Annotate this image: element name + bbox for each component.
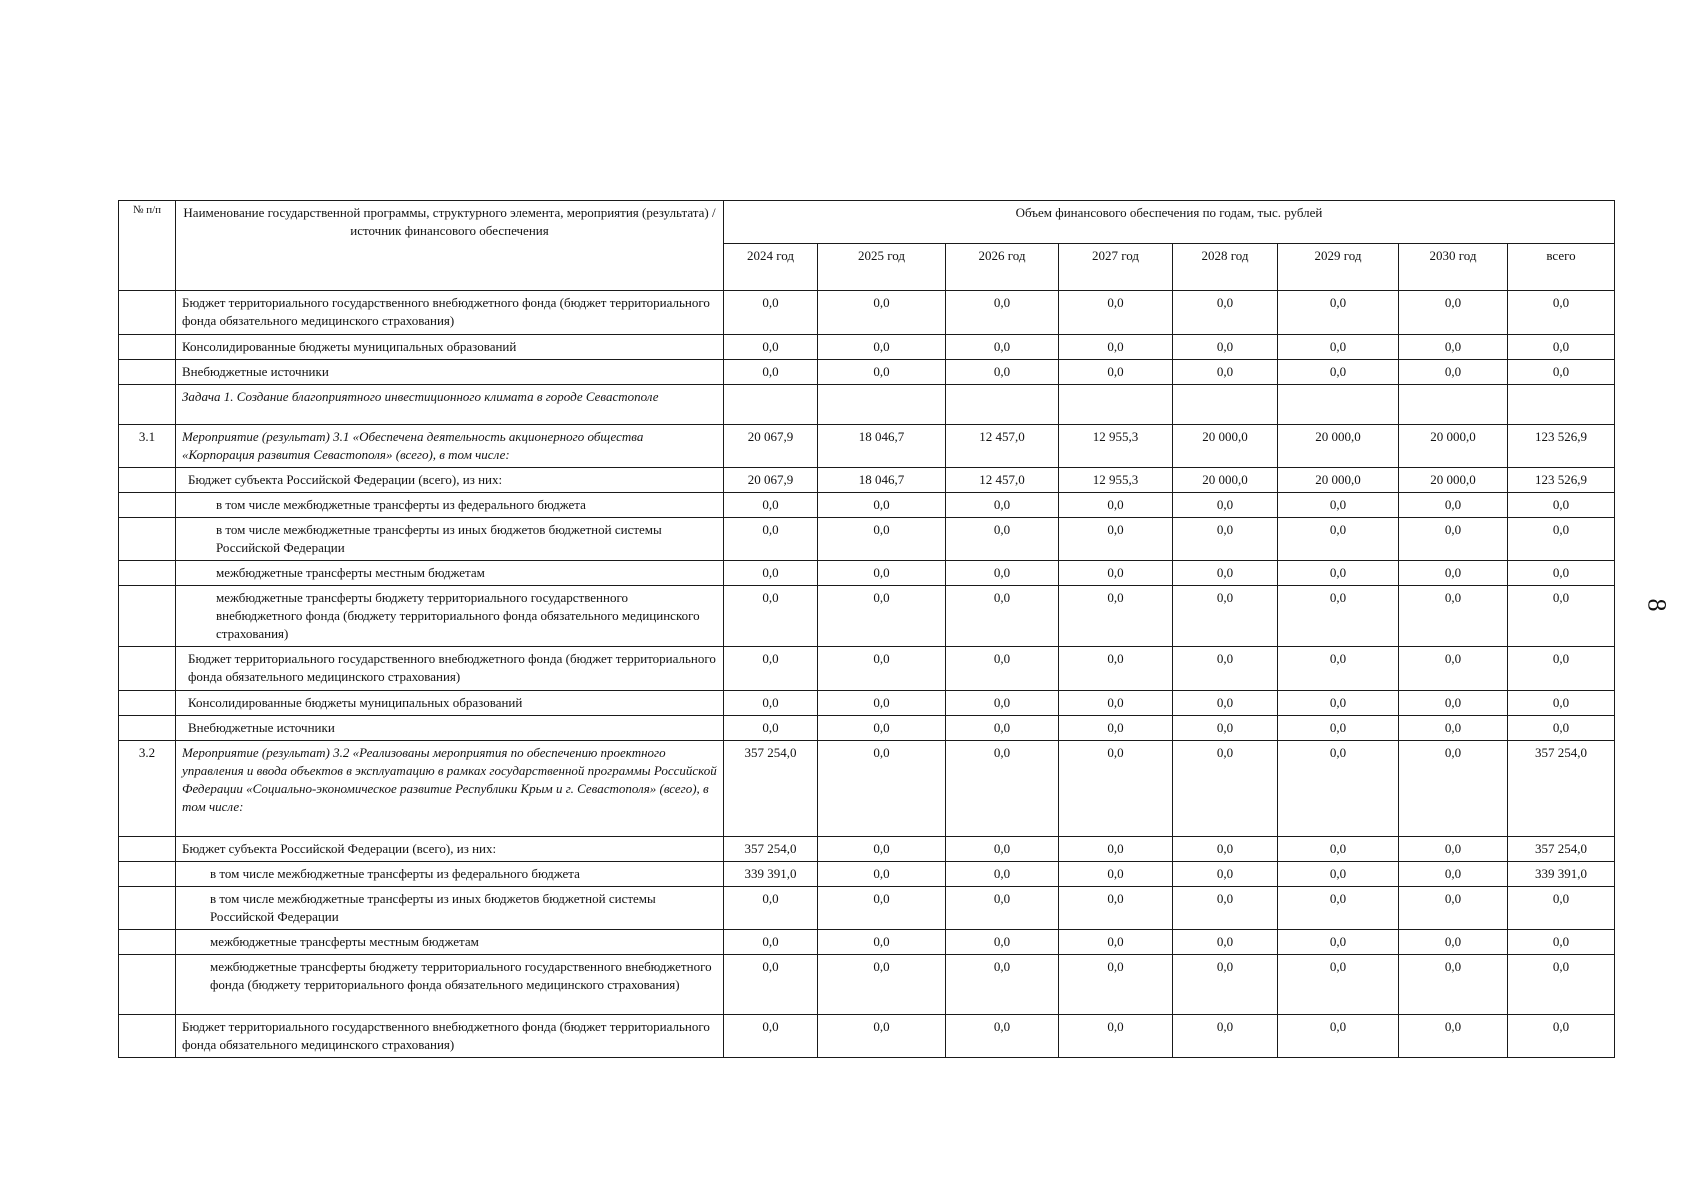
table-row <box>119 586 1615 647</box>
value-cell: 0,0 <box>1173 291 1278 335</box>
value-cell: 0,0 <box>1278 741 1399 837</box>
value-cell: 0,0 <box>946 1015 1059 1058</box>
row-name-cell: Мероприятие (результат) 3.2 «Реализованы мероприятия по обеспечению проектного управления и ввода объектов в эксплуатацию в рамках государственной программы Российской Федерации «Социально-экономическое развитие Республики Крым и г. Севастополя» (всего), в том числе: <box>176 741 724 837</box>
value-cell: 0,0 <box>724 360 818 385</box>
row-number-cell <box>119 930 176 955</box>
col-name-header: Наименование государственной программы, структурного элемента, мероприятия (результата) / источник финансового обеспечения <box>176 201 724 291</box>
value-cell: 20 067,9 <box>724 468 818 493</box>
value-cell: 0,0 <box>1173 930 1278 955</box>
row-number-cell <box>119 335 176 360</box>
total-value-cell: 0,0 <box>1508 493 1615 518</box>
total-value-cell: 0,0 <box>1508 335 1615 360</box>
value-cell: 0,0 <box>946 887 1059 930</box>
value-cell: 0,0 <box>818 647 946 691</box>
value-cell: 0,0 <box>1173 493 1278 518</box>
value-cell: 20 000,0 <box>1278 425 1399 468</box>
total-value-cell: 123 526,9 <box>1508 468 1615 493</box>
value-cell: 0,0 <box>818 955 946 1015</box>
row-number-cell <box>119 837 176 862</box>
table-row <box>119 561 1615 586</box>
value-cell: 0,0 <box>1059 862 1173 887</box>
row-name-cell: Консолидированные бюджеты муниципальных образований <box>176 691 724 716</box>
value-cell: 20 000,0 <box>1278 468 1399 493</box>
value-cell: 0,0 <box>1278 518 1399 561</box>
value-cell <box>724 385 818 425</box>
year-header: 2029 год <box>1278 244 1399 291</box>
value-cell: 0,0 <box>1173 360 1278 385</box>
table-body <box>119 291 1615 1058</box>
value-cell: 0,0 <box>818 887 946 930</box>
value-cell: 0,0 <box>1059 291 1173 335</box>
value-cell: 0,0 <box>1399 561 1508 586</box>
row-name-cell: межбюджетные трансферты бюджету территориального государственного внебюджетного фонда (бюджету территориального фонда обязательного медицинского страхования) <box>176 955 724 1015</box>
year-header: 2027 год <box>1059 244 1173 291</box>
table-row <box>119 930 1615 955</box>
total-value-cell: 0,0 <box>1508 691 1615 716</box>
value-cell: 0,0 <box>818 716 946 741</box>
value-cell: 0,0 <box>1173 887 1278 930</box>
year-header: 2030 год <box>1399 244 1508 291</box>
value-cell: 0,0 <box>1399 518 1508 561</box>
value-cell: 0,0 <box>946 561 1059 586</box>
total-value-cell: 357 254,0 <box>1508 837 1615 862</box>
value-cell: 0,0 <box>818 837 946 862</box>
value-cell: 0,0 <box>1059 691 1173 716</box>
row-number-cell: 3.2 <box>119 741 176 837</box>
value-cell <box>1173 385 1278 425</box>
value-cell: 0,0 <box>724 691 818 716</box>
row-number-cell <box>119 716 176 741</box>
value-cell: 0,0 <box>946 716 1059 741</box>
value-cell: 0,0 <box>724 930 818 955</box>
value-cell: 0,0 <box>946 837 1059 862</box>
value-cell: 0,0 <box>1059 561 1173 586</box>
value-cell: 339 391,0 <box>724 862 818 887</box>
value-cell: 0,0 <box>1059 955 1173 1015</box>
table-row <box>119 691 1615 716</box>
total-value-cell: 0,0 <box>1508 887 1615 930</box>
row-name-cell: Внебюджетные источники <box>176 716 724 741</box>
value-cell: 0,0 <box>946 291 1059 335</box>
year-header: 2028 год <box>1173 244 1278 291</box>
value-cell <box>1399 385 1508 425</box>
value-cell: 18 046,7 <box>818 425 946 468</box>
value-cell: 0,0 <box>1278 930 1399 955</box>
value-cell: 0,0 <box>724 586 818 647</box>
value-cell: 0,0 <box>1173 862 1278 887</box>
value-cell: 0,0 <box>1278 561 1399 586</box>
row-name-cell: Бюджет территориального государственного внебюджетного фонда (бюджет территориального фонда обязательного медицинского страхования) <box>176 1015 724 1058</box>
row-name-cell: Бюджет территориального государственного внебюджетного фонда (бюджет территориального фонда обязательного медицинского страхования) <box>176 647 724 691</box>
value-cell: 0,0 <box>1173 955 1278 1015</box>
value-cell: 0,0 <box>1399 691 1508 716</box>
table-row <box>119 385 1615 425</box>
table-row <box>119 468 1615 493</box>
value-cell: 0,0 <box>724 518 818 561</box>
value-cell: 0,0 <box>1399 647 1508 691</box>
row-number-cell <box>119 691 176 716</box>
value-cell: 0,0 <box>1278 887 1399 930</box>
value-cell: 0,0 <box>1059 887 1173 930</box>
value-cell: 0,0 <box>724 647 818 691</box>
col-number-header: № п/п <box>119 201 176 291</box>
total-value-cell <box>1508 385 1615 425</box>
finance-table <box>118 200 1615 1058</box>
value-cell: 0,0 <box>1399 930 1508 955</box>
value-cell: 0,0 <box>818 518 946 561</box>
table-row <box>119 862 1615 887</box>
year-header: 2024 год <box>724 244 818 291</box>
value-cell: 0,0 <box>1399 1015 1508 1058</box>
value-cell: 0,0 <box>1399 493 1508 518</box>
value-cell: 0,0 <box>1399 716 1508 741</box>
value-cell: 0,0 <box>818 862 946 887</box>
value-cell: 0,0 <box>946 518 1059 561</box>
value-cell: 0,0 <box>1059 647 1173 691</box>
row-name-cell: межбюджетные трансферты бюджету территориального государственного внебюджетного фонда (бюджету территориального фонда обязательного медицинского страхования) <box>176 586 724 647</box>
value-cell: 0,0 <box>1399 837 1508 862</box>
value-cell: 0,0 <box>1278 586 1399 647</box>
value-cell: 0,0 <box>1059 716 1173 741</box>
year-header: 2025 год <box>818 244 946 291</box>
total-value-cell: 0,0 <box>1508 647 1615 691</box>
value-cell: 0,0 <box>818 586 946 647</box>
value-cell: 0,0 <box>946 930 1059 955</box>
value-cell: 0,0 <box>1059 837 1173 862</box>
value-cell: 0,0 <box>1278 291 1399 335</box>
page-number: 8 <box>1642 598 1672 612</box>
value-cell: 0,0 <box>1278 837 1399 862</box>
row-number-cell <box>119 385 176 425</box>
value-cell <box>1059 385 1173 425</box>
value-cell: 0,0 <box>1278 691 1399 716</box>
value-cell: 0,0 <box>946 335 1059 360</box>
table-row <box>119 493 1615 518</box>
value-cell: 0,0 <box>1399 862 1508 887</box>
value-cell: 0,0 <box>724 493 818 518</box>
total-value-cell: 0,0 <box>1508 586 1615 647</box>
value-cell: 0,0 <box>1278 335 1399 360</box>
row-name-cell: Бюджет субъекта Российской Федерации (всего), из них: <box>176 468 724 493</box>
value-cell: 0,0 <box>1278 1015 1399 1058</box>
value-cell: 0,0 <box>1278 716 1399 741</box>
value-cell: 0,0 <box>1278 360 1399 385</box>
total-value-cell: 339 391,0 <box>1508 862 1615 887</box>
value-cell: 0,0 <box>1059 586 1173 647</box>
row-number-cell <box>119 586 176 647</box>
value-cell: 0,0 <box>1399 335 1508 360</box>
value-cell <box>818 385 946 425</box>
value-cell: 12 955,3 <box>1059 468 1173 493</box>
row-number-cell <box>119 647 176 691</box>
value-cell <box>1278 385 1399 425</box>
table-row <box>119 291 1615 335</box>
table-row <box>119 335 1615 360</box>
value-cell: 0,0 <box>946 691 1059 716</box>
value-cell: 0,0 <box>818 930 946 955</box>
value-cell: 0,0 <box>1059 360 1173 385</box>
value-cell: 20 000,0 <box>1173 425 1278 468</box>
row-name-cell: в том числе межбюджетные трансферты из иных бюджетов бюджетной системы Российской Федерации <box>176 518 724 561</box>
row-number-cell <box>119 955 176 1015</box>
value-cell: 0,0 <box>1278 493 1399 518</box>
row-name-cell: Консолидированные бюджеты муниципальных образований <box>176 335 724 360</box>
value-cell: 0,0 <box>1399 955 1508 1015</box>
value-cell: 0,0 <box>1278 647 1399 691</box>
value-cell: 0,0 <box>1173 518 1278 561</box>
value-cell: 0,0 <box>724 716 818 741</box>
value-cell: 0,0 <box>1173 691 1278 716</box>
total-value-cell: 0,0 <box>1508 561 1615 586</box>
value-cell: 0,0 <box>1173 837 1278 862</box>
value-cell: 0,0 <box>724 561 818 586</box>
row-number-cell <box>119 493 176 518</box>
value-cell: 0,0 <box>1173 741 1278 837</box>
value-cell: 0,0 <box>724 887 818 930</box>
table-row <box>119 716 1615 741</box>
value-cell: 0,0 <box>1059 1015 1173 1058</box>
value-cell: 357 254,0 <box>724 837 818 862</box>
value-cell: 20 067,9 <box>724 425 818 468</box>
year-header: 2026 год <box>946 244 1059 291</box>
row-name-cell: межбюджетные трансферты местным бюджетам <box>176 561 724 586</box>
value-cell: 0,0 <box>724 335 818 360</box>
value-cell: 0,0 <box>818 561 946 586</box>
value-cell: 0,0 <box>818 493 946 518</box>
value-cell: 0,0 <box>1399 741 1508 837</box>
value-cell: 0,0 <box>1173 561 1278 586</box>
row-name-cell: в том числе межбюджетные трансферты из федерального бюджета <box>176 862 724 887</box>
total-value-cell: 357 254,0 <box>1508 741 1615 837</box>
row-name-cell: межбюджетные трансферты местным бюджетам <box>176 930 724 955</box>
value-cell: 0,0 <box>1173 335 1278 360</box>
row-number-cell <box>119 291 176 335</box>
value-cell: 0,0 <box>1059 930 1173 955</box>
value-cell: 0,0 <box>818 360 946 385</box>
value-cell: 0,0 <box>946 360 1059 385</box>
total-value-cell: 0,0 <box>1508 360 1615 385</box>
row-number-cell <box>119 1015 176 1058</box>
value-cell: 0,0 <box>724 1015 818 1058</box>
row-name-cell: Задача 1. Создание благоприятного инвестиционного климата в городе Севастополе <box>176 385 724 425</box>
value-cell: 0,0 <box>1399 291 1508 335</box>
value-cell: 0,0 <box>1059 741 1173 837</box>
row-number-cell: 3.1 <box>119 425 176 468</box>
value-cell: 0,0 <box>818 335 946 360</box>
total-header: всего <box>1508 244 1615 291</box>
value-cell: 0,0 <box>946 493 1059 518</box>
value-cell: 20 000,0 <box>1173 468 1278 493</box>
total-value-cell: 0,0 <box>1508 930 1615 955</box>
row-number-cell <box>119 887 176 930</box>
value-cell: 0,0 <box>1399 887 1508 930</box>
value-cell: 12 457,0 <box>946 425 1059 468</box>
row-number-cell <box>119 518 176 561</box>
value-cell: 0,0 <box>818 691 946 716</box>
header-row <box>119 201 1615 244</box>
value-cell: 0,0 <box>946 741 1059 837</box>
total-value-cell: 0,0 <box>1508 1015 1615 1058</box>
value-cell: 20 000,0 <box>1399 468 1508 493</box>
value-cell: 0,0 <box>1173 586 1278 647</box>
row-name-cell: Бюджет территориального государственного внебюджетного фонда (бюджет территориального фонда обязательного медицинского страхования) <box>176 291 724 335</box>
table-row <box>119 741 1615 837</box>
value-cell: 0,0 <box>1399 586 1508 647</box>
value-cell: 0,0 <box>946 862 1059 887</box>
value-cell: 0,0 <box>1059 518 1173 561</box>
row-name-cell: Бюджет субъекта Российской Федерации (всего), из них: <box>176 837 724 862</box>
table-row <box>119 647 1615 691</box>
table-row <box>119 360 1615 385</box>
value-cell: 0,0 <box>1059 335 1173 360</box>
row-name-cell: Мероприятие (результат) 3.1 «Обеспечена деятельность акционерного общества «Корпорация развития Севастополя» (всего), в том числе: <box>176 425 724 468</box>
table-row <box>119 518 1615 561</box>
value-cell: 0,0 <box>1278 955 1399 1015</box>
value-cell: 12 457,0 <box>946 468 1059 493</box>
row-name-cell: в том числе межбюджетные трансферты из федерального бюджета <box>176 493 724 518</box>
row-number-cell <box>119 862 176 887</box>
total-value-cell: 0,0 <box>1508 291 1615 335</box>
row-number-cell <box>119 468 176 493</box>
value-cell: 18 046,7 <box>818 468 946 493</box>
value-cell: 357 254,0 <box>724 741 818 837</box>
value-cell: 0,0 <box>1399 360 1508 385</box>
value-cell: 0,0 <box>818 291 946 335</box>
value-cell: 0,0 <box>946 955 1059 1015</box>
value-cell: 12 955,3 <box>1059 425 1173 468</box>
value-cell: 0,0 <box>1173 1015 1278 1058</box>
total-value-cell: 0,0 <box>1508 716 1615 741</box>
table-row <box>119 1015 1615 1058</box>
row-name-cell: Внебюджетные источники <box>176 360 724 385</box>
total-value-cell: 123 526,9 <box>1508 425 1615 468</box>
row-name-cell: в том числе межбюджетные трансферты из иных бюджетов бюджетной системы Российской Федерации <box>176 887 724 930</box>
value-cell: 0,0 <box>1059 493 1173 518</box>
value-cell: 0,0 <box>1173 647 1278 691</box>
total-value-cell: 0,0 <box>1508 518 1615 561</box>
value-cell: 0,0 <box>724 291 818 335</box>
value-cell: 0,0 <box>946 586 1059 647</box>
value-cell: 20 000,0 <box>1399 425 1508 468</box>
col-finance-header: Объем финансового обеспечения по годам, тыс. рублей <box>724 201 1615 244</box>
total-value-cell: 0,0 <box>1508 955 1615 1015</box>
value-cell: 0,0 <box>946 647 1059 691</box>
value-cell: 0,0 <box>724 955 818 1015</box>
value-cell <box>946 385 1059 425</box>
table-row <box>119 955 1615 1015</box>
table-row <box>119 887 1615 930</box>
row-number-cell <box>119 561 176 586</box>
table-row <box>119 425 1615 468</box>
value-cell: 0,0 <box>818 1015 946 1058</box>
row-number-cell <box>119 360 176 385</box>
value-cell: 0,0 <box>1278 862 1399 887</box>
value-cell: 0,0 <box>818 741 946 837</box>
table-row <box>119 837 1615 862</box>
value-cell: 0,0 <box>1173 716 1278 741</box>
